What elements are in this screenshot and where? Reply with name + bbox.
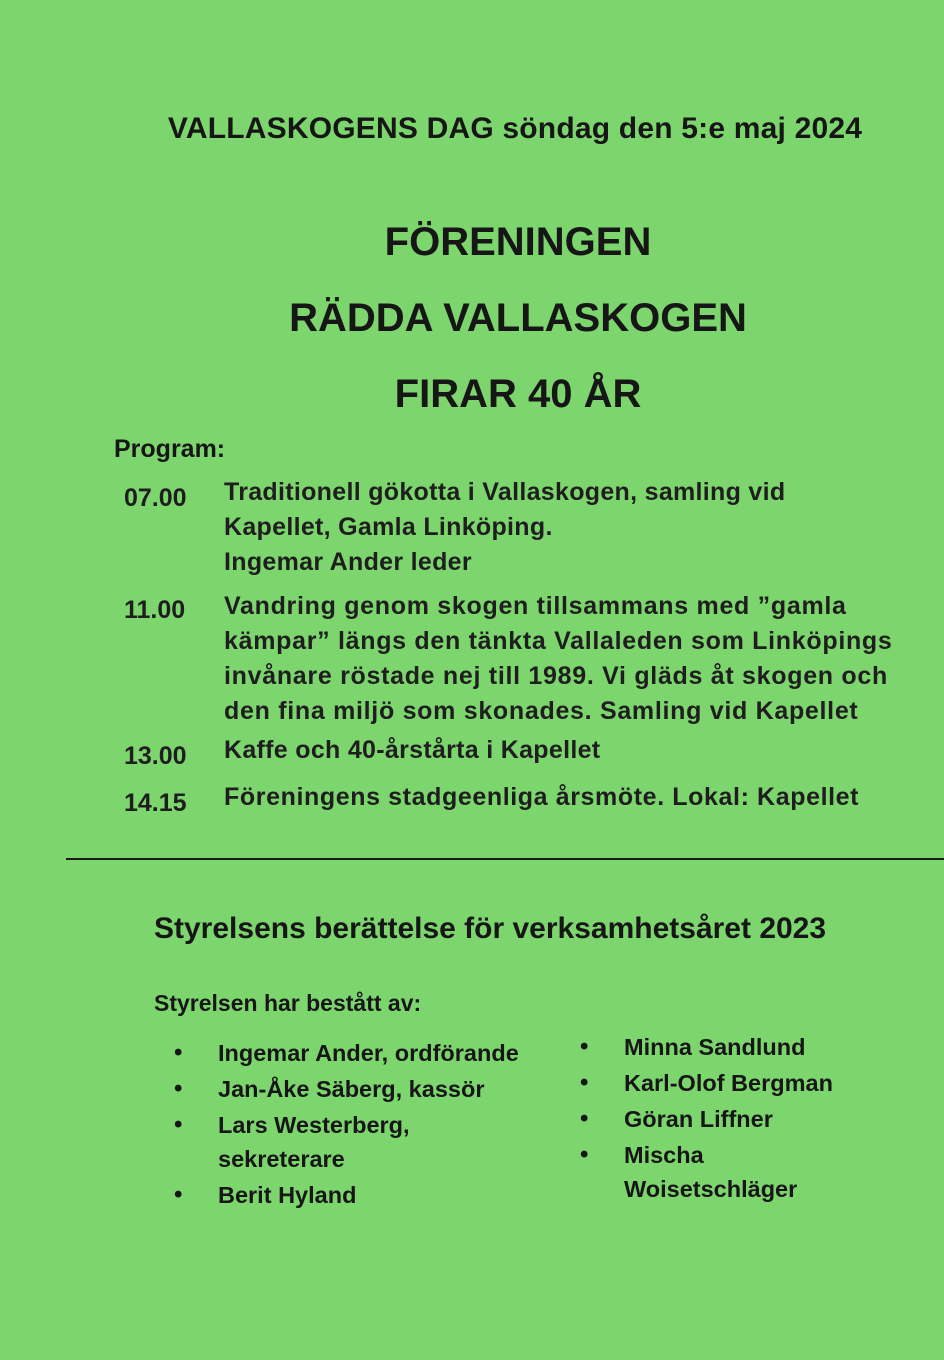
board-list-right [580,1030,924,1208]
list-item: • Karl-Olof Bergman [624,1066,924,1100]
list-item: • Jan-Åke Säberg, kassör [218,1072,558,1106]
bullet: • [580,1069,589,1096]
list-item: • Lars Westerberg, sekreterare [218,1108,558,1176]
bullet: • [174,1075,183,1102]
program-label: Program: [114,435,226,463]
bullet: • [174,1181,183,1208]
program-time: 11.00 [124,596,186,624]
board-intro: Styrelsen har bestått av: [154,990,422,1016]
program-item-text: Föreningens stadgeenliga årsmöte. Lokal: Kapellet [224,783,860,811]
bullet: • [580,1033,589,1060]
divider [66,858,944,860]
list-item: • Minna Sandlund [624,1030,924,1064]
event-header: VALLASKOGENS DAG söndag den 5:e maj 2024 [167,112,863,145]
bullet: • [580,1105,589,1132]
program-time: 13.00 [124,742,187,770]
board-list-left [174,1036,558,1214]
list-item: • Ingemar Ander, ordförande [218,1036,558,1070]
program-item-text: Vandring genom skogen tillsammans med ”gamla kämpar” längs den tänkta Vallaleden som Linköpings invånare röstade nej till 1989. Vi gläds åt skogen och den fina miljö som skonades. Samling vid Kapellet [224,592,893,725]
bullet: • [174,1111,183,1138]
bullet: • [174,1039,183,1066]
title-line-2: RÄDDA VALLASKOGEN [289,296,747,340]
list-item: • Berit Hyland [218,1178,558,1212]
list-item: • Göran Liffner [624,1102,924,1136]
program-time: 07.00 [124,484,187,512]
title-line-3: FIRAR 40 ÅR [394,372,642,416]
title-line-1: FÖRENINGEN [384,220,652,264]
list-item: • Mischa Woisetschläger [624,1138,924,1206]
program-item-text: Traditionell gökotta i Vallaskogen, samling vid Kapellet, Gamla Linköping. Ingemar Ander leder [224,478,786,576]
program-item-text: Kaffe och 40-årstårta i Kapellet [224,736,601,764]
bullet: • [580,1141,589,1168]
report-title: Styrelsens berättelse för verksamhetsåret 2023 [154,912,827,945]
program-time: 14.15 [124,789,187,817]
